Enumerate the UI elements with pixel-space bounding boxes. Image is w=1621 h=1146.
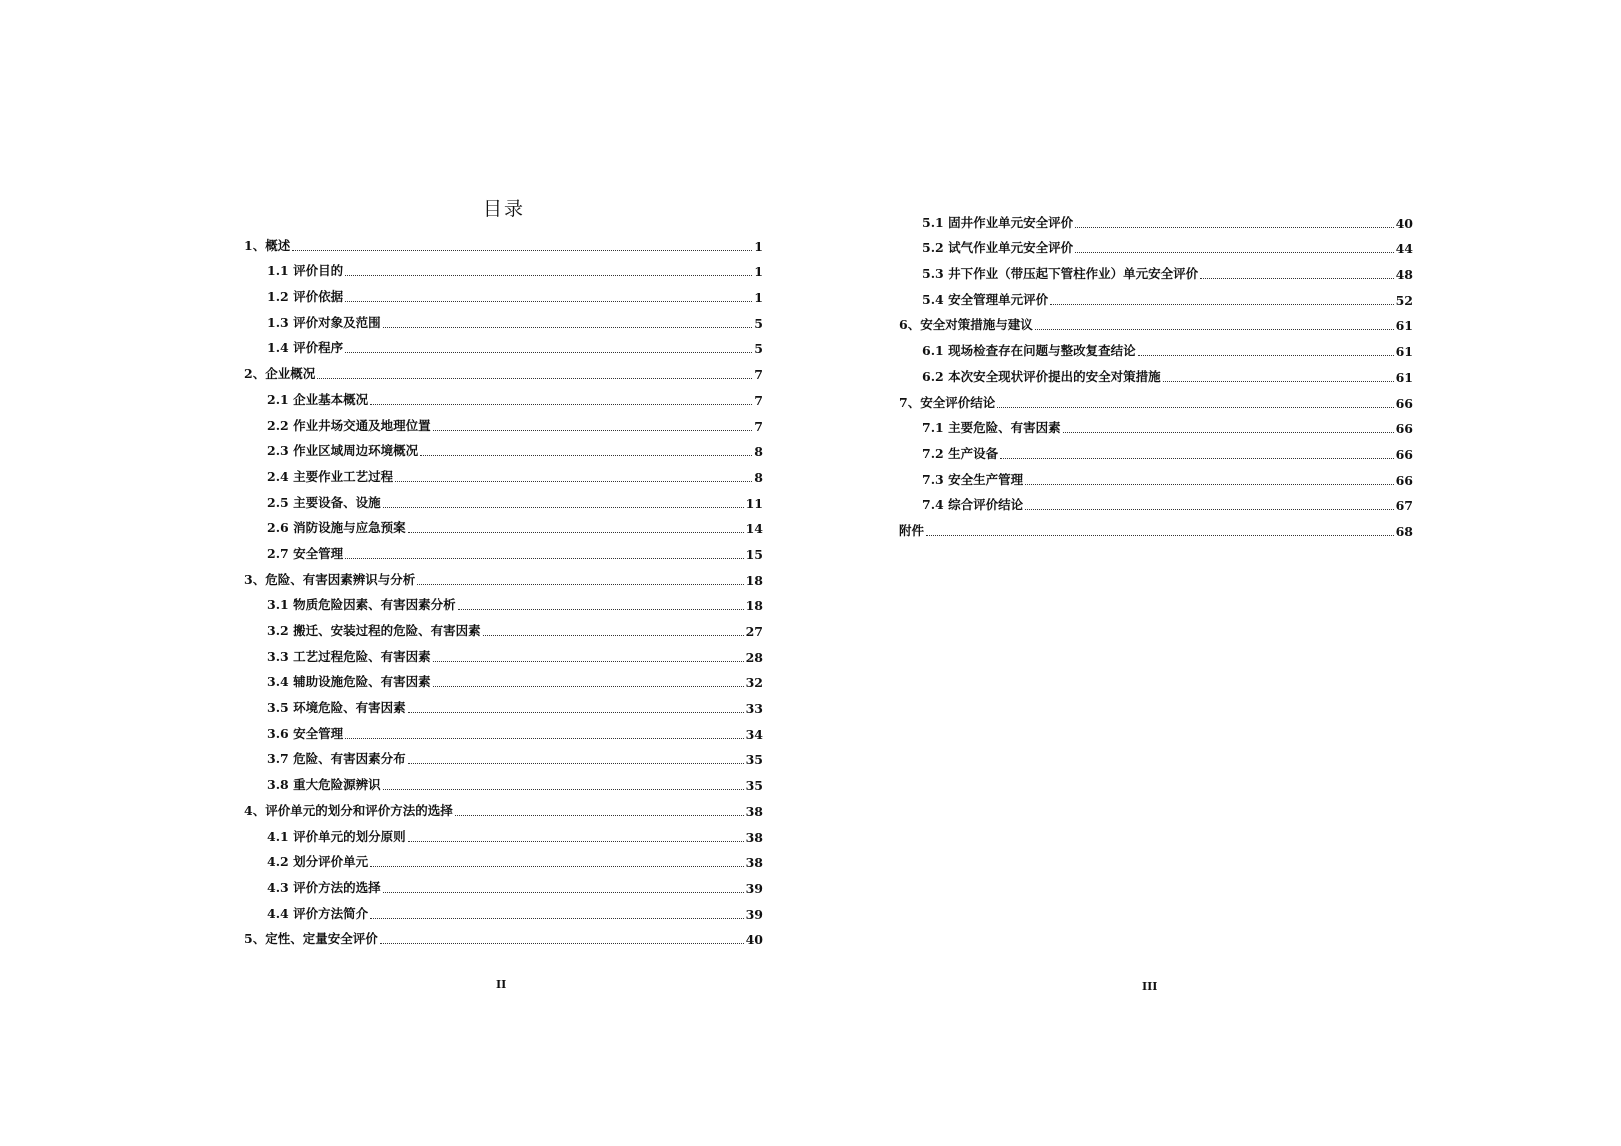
toc-entry-page: 11	[745, 495, 763, 511]
toc-entry-page: 39	[745, 880, 763, 896]
toc-entry[interactable]	[244, 819, 763, 845]
toc-entry[interactable]	[899, 513, 1413, 539]
dot-leader	[383, 327, 753, 328]
dot-leader	[383, 507, 744, 508]
toc-entry-label: 5.1 固井作业单元安全评价	[922, 214, 1074, 230]
toc-entry-label: 4.3 评价方法的选择	[267, 879, 381, 895]
toc-entry-page: 38	[745, 829, 763, 845]
dot-leader	[345, 738, 743, 739]
toc-entry-label: 4.2 划分评价单元	[267, 854, 369, 870]
dot-leader	[1025, 484, 1393, 485]
dot-leader	[483, 635, 744, 636]
dot-leader	[1163, 381, 1394, 382]
dot-leader	[997, 407, 1393, 408]
toc-entry-page: 7	[754, 392, 763, 408]
toc-entry-page: 35	[745, 752, 763, 768]
dot-leader	[1138, 355, 1394, 356]
toc-entry-label: 7.3 安全生产管理	[922, 471, 1024, 487]
toc-entry[interactable]	[899, 462, 1413, 488]
toc-entry-page: 35	[745, 778, 763, 794]
toc-entry[interactable]	[899, 256, 1413, 282]
toc-entry[interactable]	[244, 279, 763, 305]
toc-entry-label: 3.7 危险、有害因素分布	[267, 751, 406, 767]
toc-entry[interactable]	[244, 613, 763, 639]
toc-title: 目录	[482, 198, 525, 220]
toc-entry-page: 28	[745, 649, 763, 665]
toc-entry-label: 2、企业概况	[244, 366, 316, 382]
toc-entry-label: 1、概述	[244, 237, 291, 253]
dot-leader	[420, 455, 752, 456]
toc-entry[interactable]	[899, 488, 1413, 514]
toc-entry-page: 66	[1395, 421, 1413, 437]
toc-entry-label: 2.5 主要设备、设施	[267, 494, 381, 510]
dot-leader	[1063, 432, 1394, 433]
toc-entry-page: 61	[1395, 318, 1413, 334]
dot-leader	[370, 918, 743, 919]
dot-leader	[408, 763, 744, 764]
toc-entry[interactable]	[244, 356, 763, 382]
toc-entry-page: 8	[754, 444, 763, 460]
toc-entry-label: 3.2 搬迁、安装过程的危险、有害因素	[267, 623, 481, 638]
toc-entry-label: 2.1 企业基本概况	[267, 391, 369, 407]
toc-entry-label: 6.2 本次安全现状评价提出的安全对策措施	[922, 368, 1161, 384]
dot-leader	[383, 892, 744, 893]
toc-entry[interactable]	[899, 282, 1413, 308]
toc-entry-label: 5、定性、定量安全评价	[244, 931, 378, 947]
toc-entry-label: 5.4 安全管理单元评价	[922, 291, 1049, 307]
toc-entry-label: 7.2 生产设备	[922, 445, 999, 461]
toc-entry-page: 38	[745, 803, 763, 819]
dot-leader	[1000, 458, 1393, 459]
dot-leader	[433, 430, 753, 431]
toc-entry-page: 39	[745, 906, 763, 922]
dot-leader	[408, 532, 744, 533]
dot-leader	[380, 943, 744, 944]
dot-leader	[345, 275, 752, 276]
toc-entry-page: 1	[754, 290, 763, 306]
right-page	[810, 0, 1621, 1146]
toc-entry-label: 2.7 安全管理	[267, 545, 344, 561]
toc-entry-label: 5.3 井下作业（带压起下管柱作业）单元安全评价	[922, 266, 1199, 282]
toc-entry-label: 7.1 主要危险、有害因素	[922, 420, 1061, 436]
dot-leader	[383, 789, 744, 790]
toc-entry-label: 6、安全对策措施与建议	[899, 317, 1033, 333]
toc-entry[interactable]	[244, 690, 763, 716]
toc-entry-page: 1	[754, 264, 763, 280]
toc-entry-label: 7、安全评价结论	[899, 394, 996, 410]
dot-leader	[370, 404, 752, 405]
toc-entry-label: 3.1 物质危险因素、有害因素分析	[267, 597, 456, 613]
dot-leader	[408, 841, 744, 842]
dot-leader	[345, 558, 743, 559]
toc-entry-label: 3.8 重大危险源辨识	[267, 777, 381, 793]
toc-entry[interactable]	[244, 511, 763, 537]
toc-entry[interactable]	[899, 359, 1413, 385]
toc-entry[interactable]	[244, 639, 763, 665]
toc-entry-page: 14	[745, 521, 763, 537]
toc-entry[interactable]	[244, 485, 763, 511]
dot-leader	[1075, 252, 1393, 253]
toc-entry-page: 34	[745, 726, 763, 742]
toc-entry[interactable]	[244, 254, 763, 280]
toc-entry-page: 68	[1395, 523, 1413, 539]
toc-entry[interactable]	[244, 845, 763, 871]
toc-entry[interactable]	[244, 562, 763, 588]
dot-leader	[408, 712, 744, 713]
toc-entry-label: 4.4 评价方法简介	[267, 905, 369, 921]
left-page	[0, 0, 810, 1146]
dot-leader	[292, 250, 752, 251]
toc-entry[interactable]	[244, 434, 763, 460]
toc-entry-page: 67	[1395, 498, 1413, 514]
toc-entry[interactable]	[244, 870, 763, 896]
toc-entry-page: 5	[754, 341, 763, 357]
toc-entry-label: 1.4 评价程序	[267, 340, 344, 356]
toc-entry-label: 1.1 评价目的	[267, 263, 344, 279]
toc-entry-page: 61	[1395, 344, 1413, 360]
toc-entry[interactable]	[899, 385, 1413, 411]
toc-entry-page: 66	[1395, 472, 1413, 488]
page-number: II	[496, 978, 507, 991]
toc-entry-label: 2.4 主要作业工艺过程	[267, 468, 394, 484]
toc-list-left	[244, 228, 763, 947]
toc-entry[interactable]	[899, 205, 1413, 231]
toc-entry-page: 15	[745, 546, 763, 562]
dot-leader	[433, 661, 744, 662]
toc-entry-label: 3.3 工艺过程危险、有害因素	[267, 648, 431, 664]
toc-entry[interactable]	[244, 665, 763, 691]
dot-leader	[317, 378, 752, 379]
toc-entry-page: 32	[745, 675, 763, 691]
toc-entry[interactable]	[244, 742, 763, 768]
toc-entry[interactable]	[244, 716, 763, 742]
toc-entry-page: 18	[745, 572, 763, 588]
toc-entry-page: 44	[1395, 241, 1413, 257]
toc-entry[interactable]	[899, 308, 1413, 334]
toc-entry-label: 3.6 安全管理	[267, 725, 344, 741]
toc-list-right	[899, 205, 1413, 539]
page-number: III	[1142, 980, 1158, 993]
toc-entry-page: 48	[1395, 267, 1413, 283]
toc-entry[interactable]	[244, 767, 763, 793]
dot-leader	[926, 535, 1394, 536]
toc-entry[interactable]	[244, 331, 763, 357]
toc-entry-page: 27	[745, 624, 763, 639]
toc-entry-page: 40	[1395, 215, 1413, 231]
toc-entry[interactable]	[899, 411, 1413, 437]
dot-leader	[345, 352, 752, 353]
toc-entry[interactable]	[244, 305, 763, 331]
toc-entry-label: 2.3 作业区域周边环境概况	[267, 443, 419, 459]
dot-leader	[395, 481, 752, 482]
toc-entry[interactable]	[244, 896, 763, 922]
toc-entry-label: 6.1 现场检查存在问题与整改复查结论	[922, 343, 1136, 359]
toc-entry-label: 1.2 评价依据	[267, 289, 344, 305]
toc-entry-label: 附件	[899, 522, 925, 538]
dot-leader	[1025, 509, 1393, 510]
toc-entry-label: 3、危险、有害因素辨识与分析	[244, 571, 416, 587]
toc-entry-label: 2.6 消防设施与应急预案	[267, 520, 406, 536]
toc-entry-page: 40	[745, 932, 763, 948]
toc-entry-label: 3.4 辅助设施危险、有害因素	[267, 674, 431, 690]
toc-entry-page: 18	[745, 598, 763, 614]
toc-entry-page: 38	[745, 855, 763, 871]
toc-entry-page: 5	[754, 315, 763, 331]
toc-entry[interactable]	[244, 536, 763, 562]
toc-entry-label: 3.5 环境危险、有害因素	[267, 700, 406, 716]
dot-leader	[1050, 304, 1393, 305]
toc-entry[interactable]	[244, 793, 763, 819]
toc-entry-label: 4、评价单元的划分和评价方法的选择	[244, 802, 453, 818]
toc-entry[interactable]	[244, 408, 763, 434]
toc-entry-page: 66	[1395, 446, 1413, 462]
toc-entry-page: 66	[1395, 395, 1413, 411]
toc-entry-label: 7.4 综合评价结论	[922, 497, 1024, 513]
dot-leader	[1075, 227, 1393, 228]
toc-entry-page: 8	[754, 469, 763, 485]
toc-entry-page: 1	[754, 238, 763, 254]
toc-entry-page: 7	[754, 367, 763, 383]
toc-entry-page: 7	[754, 418, 763, 434]
dot-leader	[1200, 278, 1393, 279]
dot-leader	[1035, 329, 1394, 330]
dot-leader	[433, 686, 744, 687]
dot-leader	[370, 866, 743, 867]
dot-leader	[455, 815, 744, 816]
toc-entry[interactable]	[244, 588, 763, 614]
toc-entry-label: 1.3 评价对象及范围	[267, 314, 381, 330]
toc-entry[interactable]	[244, 228, 763, 254]
toc-entry[interactable]	[899, 333, 1413, 359]
toc-entry-label: 4.1 评价单元的划分原则	[267, 828, 406, 844]
dot-leader	[345, 301, 752, 302]
toc-entry[interactable]	[244, 922, 763, 948]
toc-entry-label: 2.2 作业井场交通及地理位置	[267, 417, 431, 433]
toc-entry[interactable]	[244, 382, 763, 408]
toc-entry[interactable]	[899, 436, 1413, 462]
toc-entry-label: 5.2 试气作业单元安全评价	[922, 240, 1074, 256]
toc-entry[interactable]	[899, 231, 1413, 257]
dot-leader	[458, 609, 744, 610]
toc-entry-page: 61	[1395, 369, 1413, 385]
toc-entry[interactable]	[244, 459, 763, 485]
toc-entry-page: 33	[745, 701, 763, 717]
dot-leader	[417, 584, 743, 585]
toc-entry-page: 52	[1395, 292, 1413, 308]
